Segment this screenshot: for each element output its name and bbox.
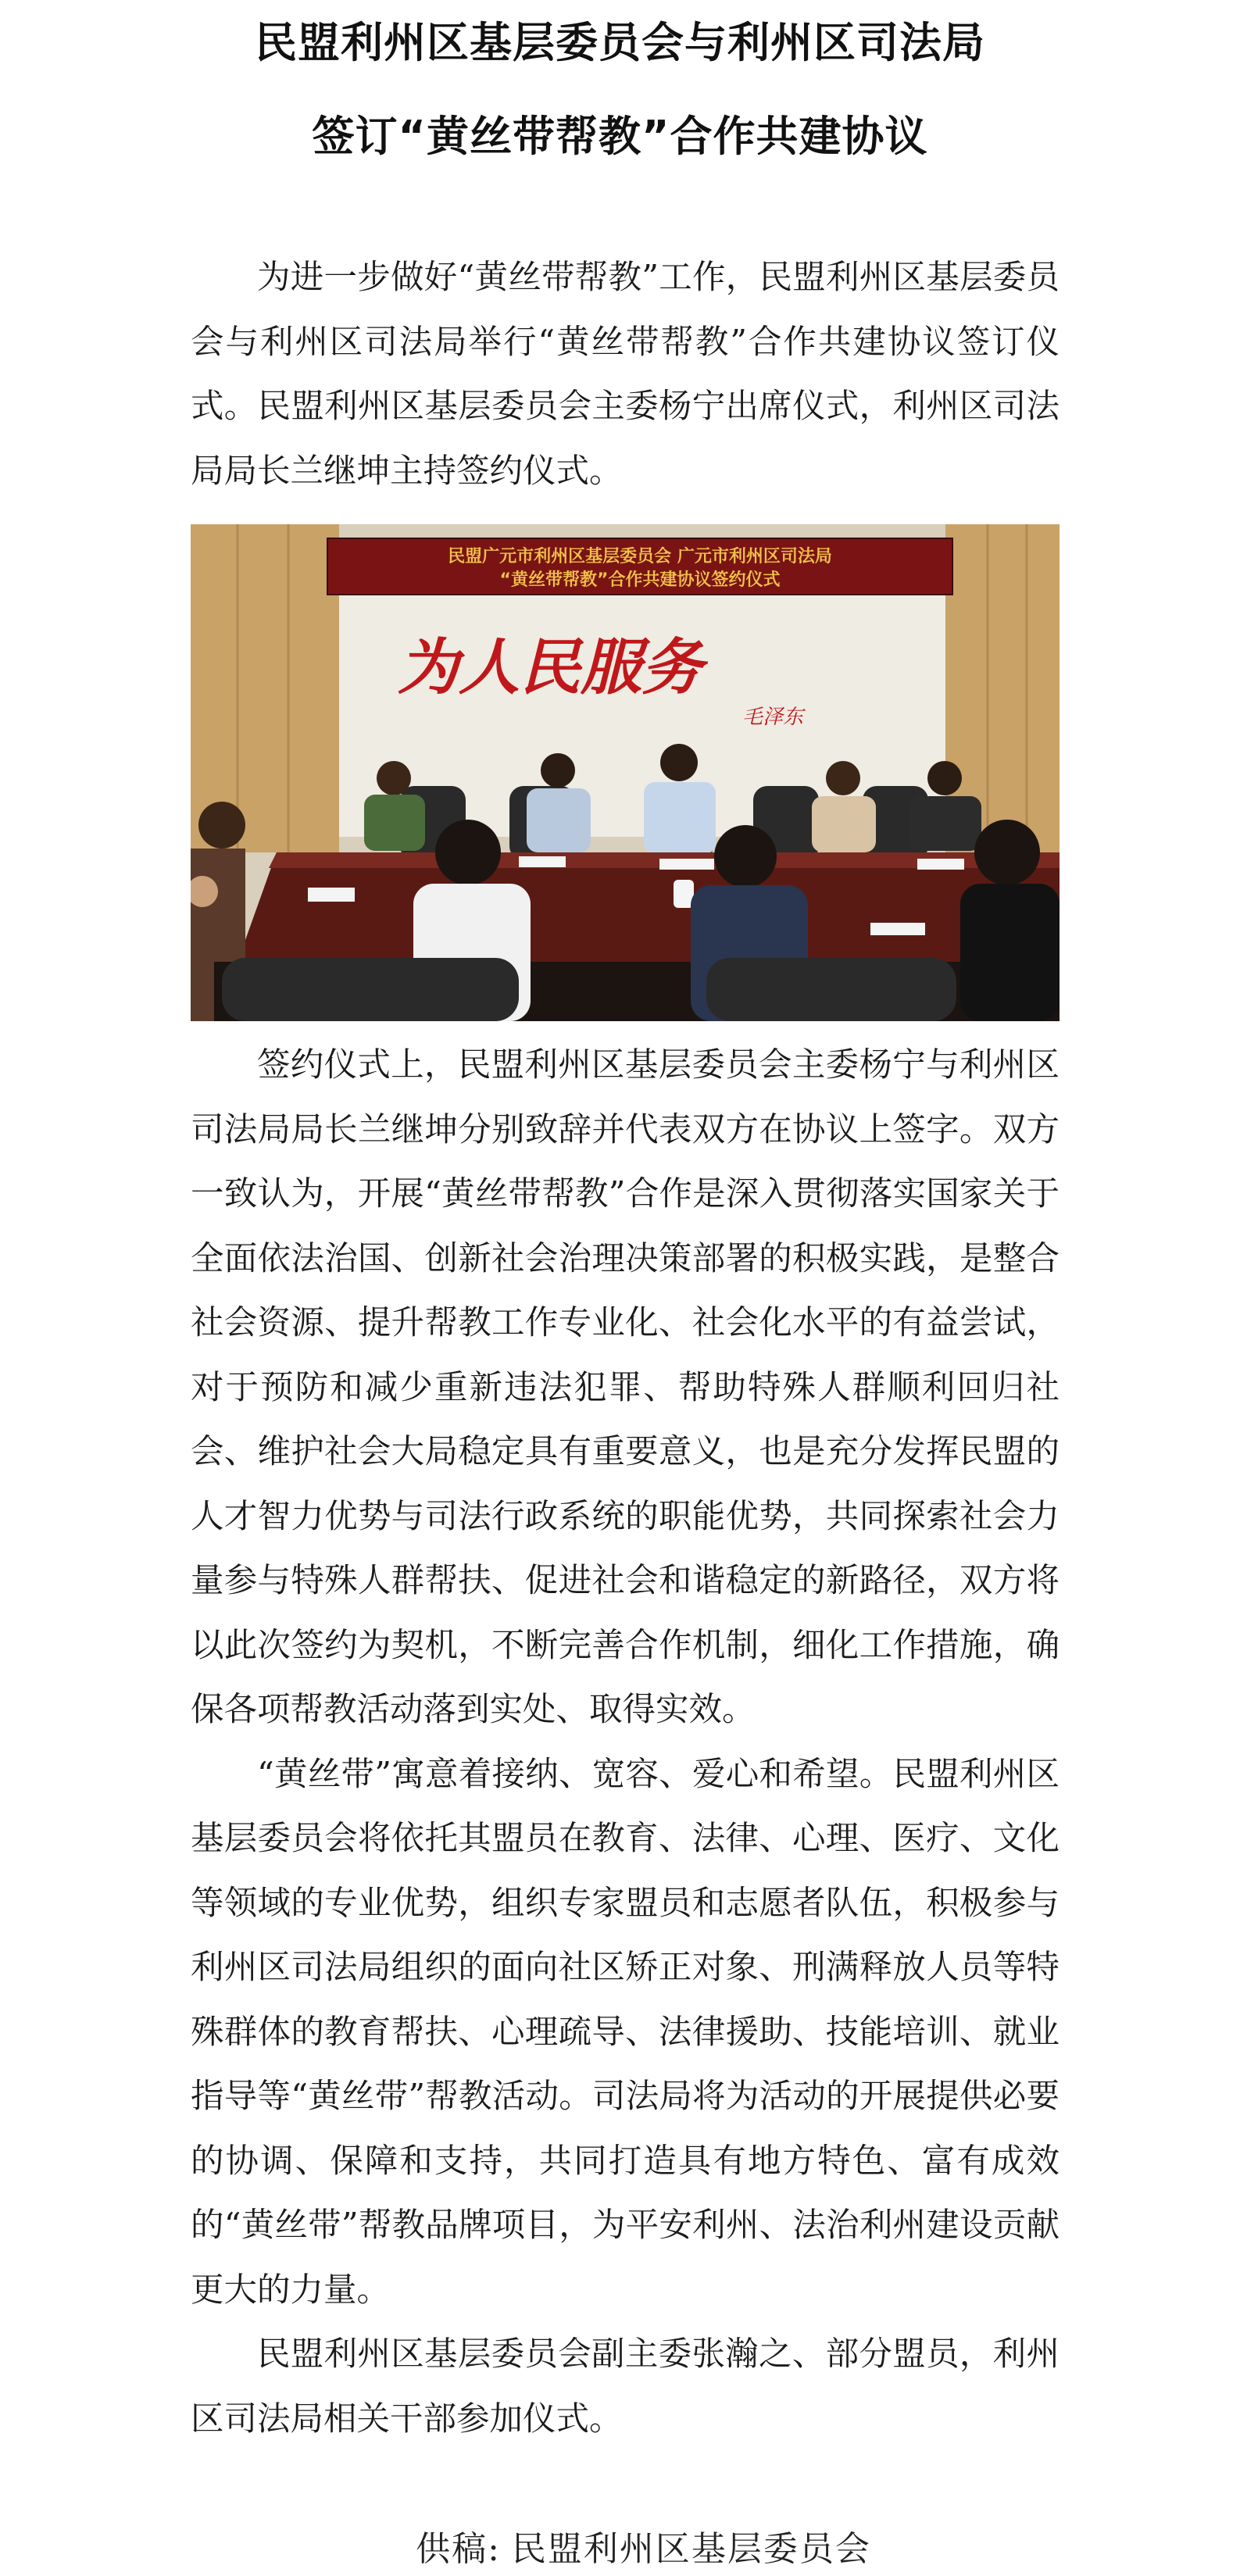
banner-line2: “黄丝带帮教”合作共建协议签约仪式 — [499, 570, 781, 590]
article-body-main — [191, 1034, 1060, 2452]
paragraph-signing: 签约仪式上，民盟利州区基层委员会主委杨宁与利州区司法局局长兰继坤分别致辞并代表双方在协议上签字。双方一致认为，开展“黄丝带帮教”合作是深入贯彻落实国家关于全面依法治国、创新社会治理决策部署的积极实践，是整合社会资源、提升帮教工作专业化、社会化水平的有益尝试，对于预防和减少重新违法犯罪、帮助特殊人群顺利回归社会、维护社会大局稳定具有重要意义，也是充分发挥民盟的人才智力优势与司法行政系统的职能优势，共同探索社会力量参与特殊人群帮扶、促进社会和谐稳定的新路径，双方将以此次签约为契机，不断完善合作机制，细化工作措施，确保各项帮教活动落到实处、取得实效。 — [191, 1046, 1060, 1729]
article-title-line2: 签订“黄丝带帮教”合作共建协议 — [312, 112, 928, 161]
wall-signature: 毛泽东 — [741, 706, 804, 729]
paragraph-yellow-ribbon: “黄丝带”寓意着接纳、宽容、爱心和希望。民盟利州区基层委员会将依托其盟员在教育、法律、心理、医疗、文化等领域的专业优势，组织专家盟员和志愿者队伍，积极参与利州区司法局组织的面向社区矫正对象、刑满释放人员等特殊群体的教育帮扶、心理疏导、法律援助、技能培训、就业指导等“黄丝带”帮教活动。司法局将为活动的开展提供必要的协调、保障和支持，共同打造具有地方特色、富有成效的“黄丝带”帮教品牌项目，为平安利州、法治利州建设贡献更大的力量。 — [191, 1755, 1060, 2310]
article-body-top — [191, 246, 1060, 504]
signing-ceremony-photo — [191, 524, 1060, 1021]
article-byline — [0, 2521, 1240, 2571]
wall-slogan: 为人民服务 — [397, 632, 703, 703]
wood-panel-left — [191, 524, 339, 852]
byline-source: 民盟利州区基层委员会 — [511, 2529, 871, 2569]
byline-label: 供稿: — [416, 2529, 501, 2569]
paragraph-attendees: 民盟利州区基层委员会副主委张瀚之、部分盟员，利州区司法局相关干部参加仪式。 — [191, 2335, 1060, 2438]
article-title-line1: 民盟利州区基层委员会与利州区司法局 — [255, 18, 985, 67]
banner-line1: 民盟广元市利州区基层委员会 广元市利州区司法局 — [448, 547, 832, 566]
paragraph-intro: 为进一步做好“黄丝带帮教”工作，民盟利州区基层委员会与利州区司法局举行“黄丝带帮教”合作共建协议签订仪式。民盟利州区基层委员会主委杨宁出席仪式，利州区司法局局长兰继坤主持签约仪式。 — [191, 259, 1060, 491]
